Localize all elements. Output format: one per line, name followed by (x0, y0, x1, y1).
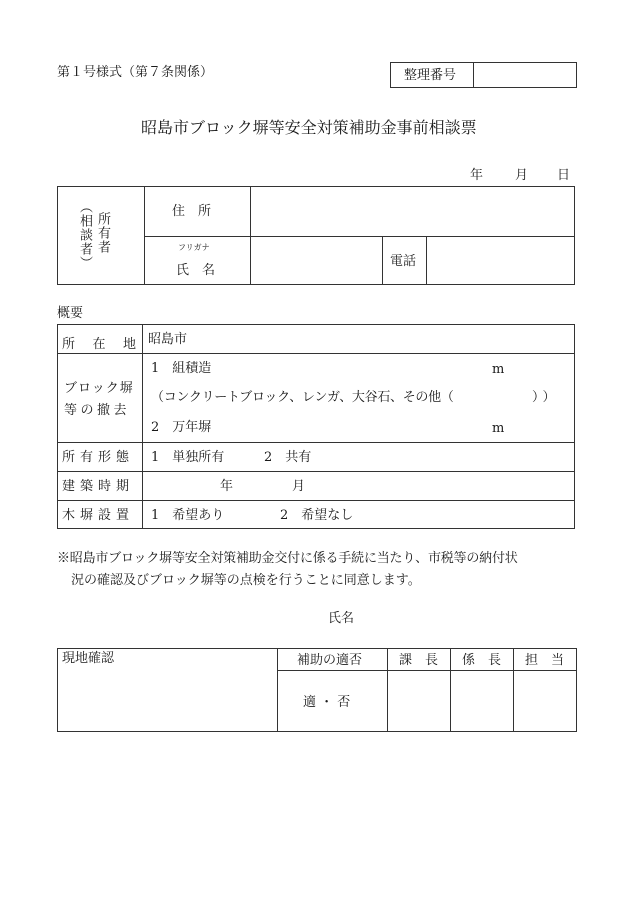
applicant-phone-left (382, 236, 383, 285)
removal-label-line2: 等の撤去 (64, 403, 131, 418)
built-month: 月 (292, 479, 306, 494)
overview-col-1 (142, 324, 143, 529)
consent-name-label: 氏名 (328, 611, 355, 626)
applicant-side-label-consultant: （相談者） (77, 200, 92, 270)
applicant-side-label-owner: 所有者 (95, 212, 110, 254)
date-month: 月 (515, 168, 529, 183)
ownership-label: 所有形態 (62, 450, 135, 465)
date-day: 日 (557, 168, 571, 183)
built-year: 年 (220, 479, 234, 494)
location-label-char-3: 地 (122, 337, 136, 352)
site-check-label: 現地確認 (62, 651, 115, 666)
wood-fence-option-yes: 1 希望あり (151, 508, 225, 523)
address-field[interactable] (258, 205, 568, 221)
overview-row-4 (57, 500, 575, 501)
page-title: 昭島市ブロック塀等安全対策補助金事前相談票 (141, 118, 477, 137)
office-col-3 (450, 648, 451, 732)
ownership-option-shared: 2 共有 (264, 450, 312, 465)
location-label (62, 333, 136, 352)
subsidy-eligibility-value: 適 ・ 否 (303, 695, 351, 710)
chief-label: 課 長 (399, 653, 439, 668)
office-col-1 (277, 648, 278, 732)
removal-item1: 1 組積造 (151, 361, 212, 376)
office-col-4 (513, 648, 514, 732)
name-label: 氏 名 (176, 263, 216, 278)
wood-fence-label: 木塀設置 (62, 508, 135, 523)
overview-row-3 (57, 471, 575, 472)
phone-label: 電話 (390, 254, 417, 269)
ref-number-divider (473, 62, 474, 88)
ref-number-label: 整理番号 (404, 68, 457, 83)
location-label-char-2: 在 (92, 337, 106, 352)
removal-item1-unit: m (492, 362, 505, 377)
applicant-phone-right (426, 236, 427, 285)
applicant-row-line (144, 236, 575, 237)
ref-number-field[interactable] (480, 69, 570, 83)
location-label-char-1: 所 (62, 337, 76, 352)
office-col-2 (387, 648, 388, 732)
removal-item2-unit: m (492, 421, 505, 436)
office-header-line (277, 670, 577, 671)
phone-field[interactable] (434, 255, 568, 273)
wood-fence-option-no: 2 希望なし (280, 508, 354, 523)
removal-item1-detail-close: ）） (532, 390, 560, 405)
staff-label: 担 当 (525, 653, 565, 668)
date-year: 年 (470, 168, 484, 183)
removal-item2: 2 万年塀 (151, 420, 212, 435)
subsidy-eligibility-label: 補助の適否 (297, 653, 363, 668)
overview-row-1 (57, 353, 575, 354)
name-field[interactable] (258, 255, 376, 273)
removal-label-line1: ブロック塀 (64, 381, 134, 396)
built-label: 建築時期 (62, 479, 135, 494)
consent-line-1: ※昭島市ブロック塀等安全対策補助金交付に係る手続に当たり、市税等の納付状 (57, 551, 518, 566)
location-value: 昭島市 (148, 332, 188, 347)
section-chief-label: 係 長 (462, 653, 502, 668)
ownership-option-single: 1 単独所有 (151, 450, 225, 465)
removal-item1-detail-open: （コンクリートブロック、レンガ、大谷石、その他（ (151, 390, 454, 405)
overview-row-2 (57, 442, 575, 443)
consent-line-2: 況の確認及びブロック塀等の点検を行うことに同意します。 (71, 573, 421, 588)
overview-section-label: 概要 (57, 306, 84, 321)
furigana-label: フリガナ (178, 243, 210, 252)
address-label: 住 所 (172, 204, 212, 219)
form-number: 第１号様式（第７条関係） (57, 65, 214, 80)
